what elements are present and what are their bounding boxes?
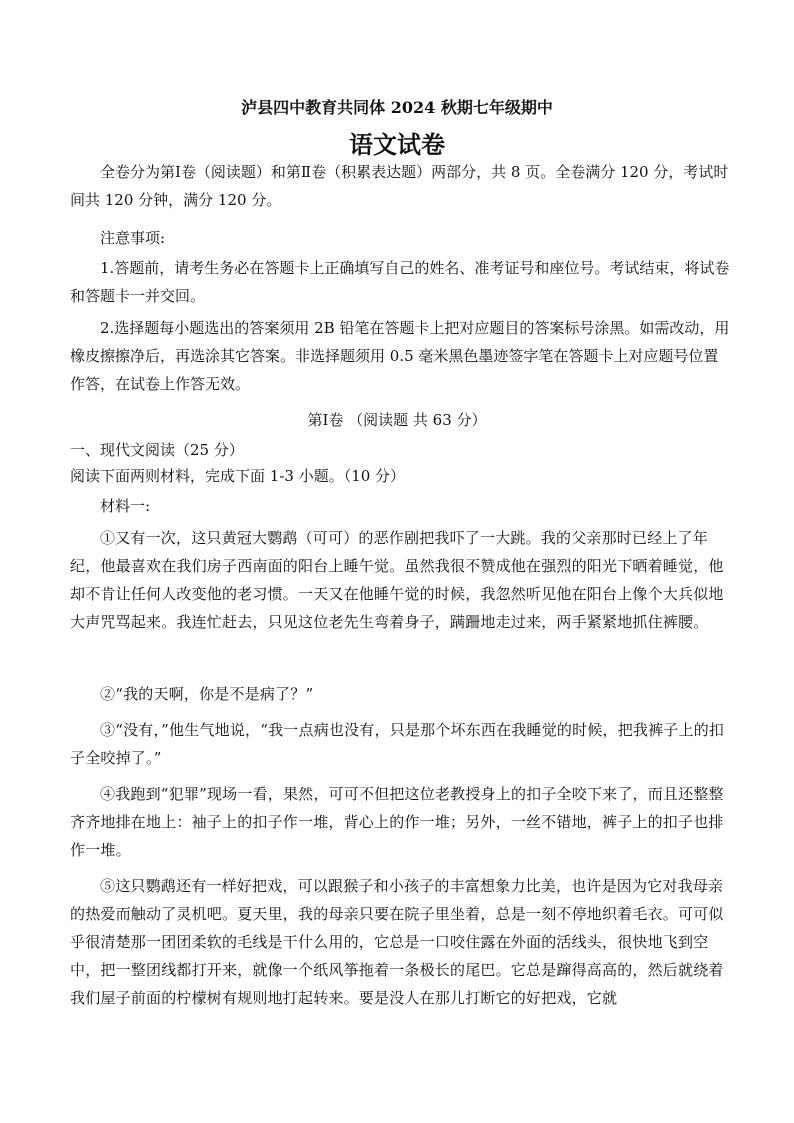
notice-item-1: 1.答题前，请考生务必在答题卡上正确填写自己的姓名、准考证号和座位号。考试结束，将试卷和答题卡一并交回。 [70, 259, 730, 305]
material-paragraph-3: ③“没有，”他生气地说，“我一点病也没有，只是那个坏东西在我睡觉的时候，把我裤子上的扣子全咬掉了。” [70, 721, 725, 767]
material-paragraph-5: ⑤这只鹦鹉还有一样好把戏，可以跟猴子和小孩子的丰富想象力比美，也许是因为它对我母亲的热爱而触动了灵机吧。夏天里，我的母亲只要在院子里坐着，总是一刻不停地织着毛衣。可可似乎很清楚那一团团柔软的毛线是干什么用的，它总是一口咬住露在外面的活线头，很快地飞到空中，把一整团线都打开来，就像一个纸风筝拖着一条极长的尾巴。它总是蹿得高高的，然后就绕着我们屋子前面的柠檬树有规则地打起转来。要是没人在那儿打断它的好把戏，它就 [70, 877, 724, 1007]
material-label: 材料一: [100, 497, 151, 515]
material-paragraph-1: ①又有一次，这只黄冠大鹦鹉（可可）的恶作剧把我吓了一大跳。我的父亲那时已经上了年纪，他最喜欢在我们房子西南面的阳台上睡午觉。虽然我很不赞成他在强烈的阳光下晒着睡觉，他却不肯让任何人改变他的老习惯。一天又在他睡午觉的时候，我忽然听见他在阳台上像个大兵似地大声咒骂起来。我连忙赶去，只见这位老先生弯着身子，蹒跚地走过来，两手紧紧地抓住裤腰。 [70, 529, 724, 631]
notice-title: 注意事项: [100, 229, 166, 247]
exam-header-line: 泸县四中教育共同体 2024 秋期七年级期中 [241, 98, 553, 117]
reading-instruction: 阅读下面两则材料，完成下面 1-3 小题。（10 分） [70, 467, 406, 485]
section-heading: 一、现代文阅读（25 分） [70, 441, 244, 459]
intro-paragraph: 全卷分为第Ⅰ卷（阅读题）和第Ⅱ卷（积累表达题）两部分，共 8 页。全卷满分 120 分，考试时间共 120 分钟，满分 120 分。 [70, 163, 729, 209]
material-paragraph-4: ④我跑到“犯罪”现场一看，果然，可可不但把这位老教授身上的扣子全咬下来了，而且还整整齐齐地排在地上：袖子上的扣子作一堆，背心上的作一堆；另外，一丝不错地，裤子上的扣子也排作一堆。 [70, 785, 724, 859]
notice-item-2: 2.选择题每小题选出的答案须用 2B 铅笔在答题卡上把对应题目的答案标号涂黑。如需改动，用橡皮擦擦净后，再选涂其它答案。非选择题须用 0.5 毫米黑色墨迹签字笔在答题卡上对应题号位置作答，在试卷上作答无效。 [70, 319, 730, 393]
volume-title: 第Ⅰ卷 （阅读题 共 63 分） [307, 411, 487, 429]
material-paragraph-2: ②“我的天啊，你是不是病了？” [100, 685, 314, 703]
exam-title: 语文试卷 [349, 130, 445, 159]
